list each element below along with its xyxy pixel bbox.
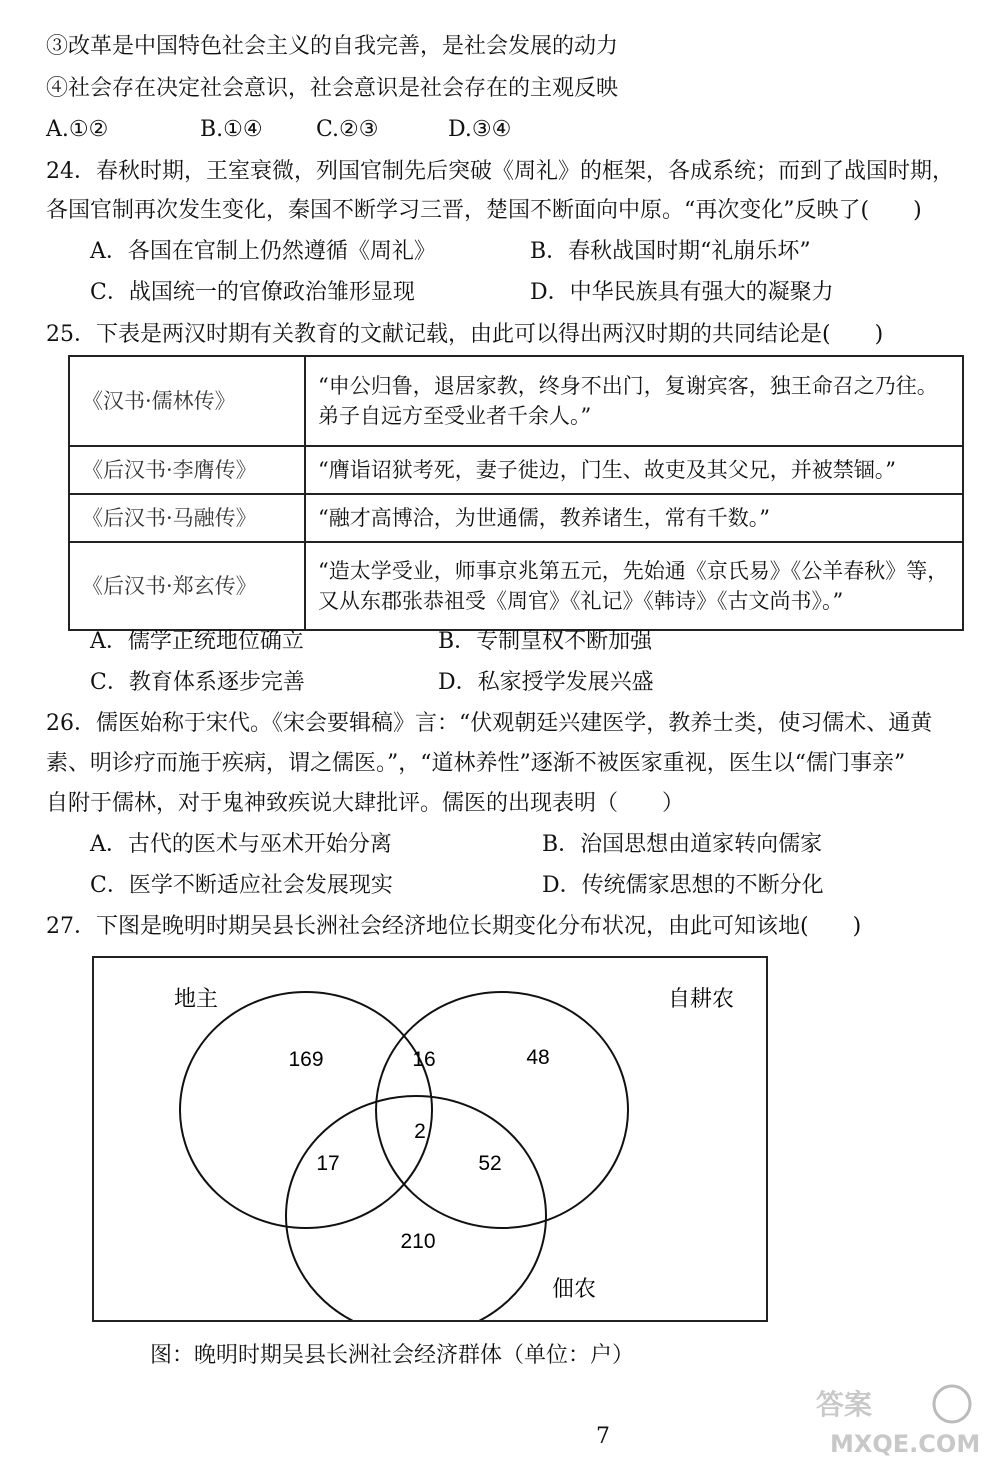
- table-row: [69, 446, 963, 494]
- watermark-logo: [812, 1380, 992, 1460]
- statement-4: ④社会存在决定社会意识，社会意识是社会存在的主观反映: [46, 76, 619, 101]
- table-source: 《后汉书·郑玄传》: [69, 542, 305, 630]
- table-row: [69, 542, 963, 630]
- q25-option-b: B．专制皇权不断加强: [438, 629, 653, 654]
- page-number: 7: [596, 1424, 610, 1449]
- q25-stem: 25．下表是两汉时期有关教育的文献记载，由此可以得出两汉时期的共同结论是( ): [46, 322, 884, 347]
- statement-3: ③改革是中国特色社会主义的自我完善，是社会发展的动力: [46, 34, 619, 59]
- q26-option-d: D．传统儒家思想的不断分化: [542, 873, 824, 898]
- landlord-circle: [180, 992, 432, 1228]
- q25-option-d: D．私家授学发展兴盛: [438, 670, 654, 695]
- table-quote: “膺诣诏狱考死，妻子徙边，门生、故吏及其父兄，并被禁锢。”: [305, 446, 963, 494]
- q26-stem-line1: 26．儒医始称于宋代。《宋会要辑稿》言：“伏观朝廷兴建医学，教养士类，使习儒术、通黄: [46, 711, 933, 736]
- table-quote: “融才高博洽，为世通儒，教养诸生，常有千数。”: [305, 494, 963, 542]
- count-owner-only: 48: [526, 1046, 550, 1069]
- count-all-three: 2: [414, 1120, 426, 1143]
- venn-diagram: [94, 958, 766, 1320]
- documents-table: [68, 355, 964, 631]
- q24-option-c: C．战国统一的官僚政治雏形显现: [90, 280, 415, 305]
- q25-option-a: A．儒学正统地位确立: [90, 629, 304, 654]
- figure-caption: 图：晚明时期吴县长洲社会经济群体（单位：户）: [150, 1343, 635, 1368]
- q26-option-c: C．医学不断适应社会发展现实: [90, 873, 393, 898]
- tenant-label: 佃农: [552, 1276, 597, 1301]
- venn-figure: [92, 956, 768, 1322]
- svg-text:答案: 答案: [816, 1388, 873, 1421]
- table-source: 《汉书·儒林传》: [69, 356, 305, 446]
- svg-text:MXQE.COM: MXQE.COM: [830, 1430, 981, 1458]
- q27-stem: 27．下图是晚明时期吴县长洲社会经济地位长期变化分布状况，由此可知该地( ): [46, 914, 862, 939]
- owner-peasant-label: 自耕农: [668, 986, 735, 1011]
- q23-option-a: A.①②: [46, 117, 109, 142]
- table-quote: “造太学受业，师事京兆第五元，先始通《京氏易》《公羊春秋》等，又从东郡张恭祖受《周官》《礼记》《韩诗》《古文尚书》。”: [305, 542, 963, 630]
- count-owner-tenant: 52: [478, 1152, 502, 1175]
- q24-option-b: B．春秋战国时期“礼崩乐坏”: [530, 239, 811, 264]
- landlord-label: 地主: [174, 986, 219, 1011]
- table-row: [69, 356, 963, 446]
- owner-peasant-circle: [376, 992, 628, 1228]
- q26-stem-line2: 素、明诊疗而施于疾病，谓之儒医。”，“道林养性”逐渐不被医家重视，医生以“儒门事亲”: [46, 751, 906, 776]
- table-quote: “申公归鲁，退居家教，终身不出门，复谢宾客，独王命召之乃往。弟子自远方至受业者千余人。”: [305, 356, 963, 446]
- q25-option-c: C．教育体系逐步完善: [90, 670, 305, 695]
- q24-stem-line1: 24．春秋时期，王室衰微，列国官制先后突破《周礼》的框架，各成系统；而到了战国时期，: [46, 159, 954, 184]
- q26-option-a: A．古代的医术与巫术开始分离: [90, 832, 392, 857]
- q26-stem-line3: 自附于儒林，对于鬼神致疾说大肆批评。儒医的出现表明（ ）: [46, 791, 685, 816]
- count-landlord-owner: 16: [412, 1048, 436, 1071]
- q26-option-b: B．治国思想由道家转向儒家: [542, 832, 823, 857]
- count-landlord-tenant: 17: [316, 1152, 340, 1175]
- table-source: 《后汉书·马融传》: [69, 494, 305, 542]
- q23-option-d: D.③④: [448, 117, 512, 142]
- q24-option-a: A．各国在官制上仍然遵循《周礼》: [90, 239, 436, 264]
- q23-option-b: B.①④: [200, 117, 263, 142]
- count-tenant-only: 210: [400, 1230, 436, 1253]
- q24-stem-line2: 各国官制再次发生变化，秦国不断学习三晋，楚国不断面向中原。“再次变化”反映了( ): [46, 198, 922, 223]
- q23-option-c: C.②③: [316, 117, 379, 142]
- q24-option-d: D．中华民族具有强大的凝聚力: [530, 280, 834, 305]
- table-source: 《后汉书·李膺传》: [69, 446, 305, 494]
- count-landlord-only: 169: [288, 1048, 324, 1071]
- table-row: [69, 494, 963, 542]
